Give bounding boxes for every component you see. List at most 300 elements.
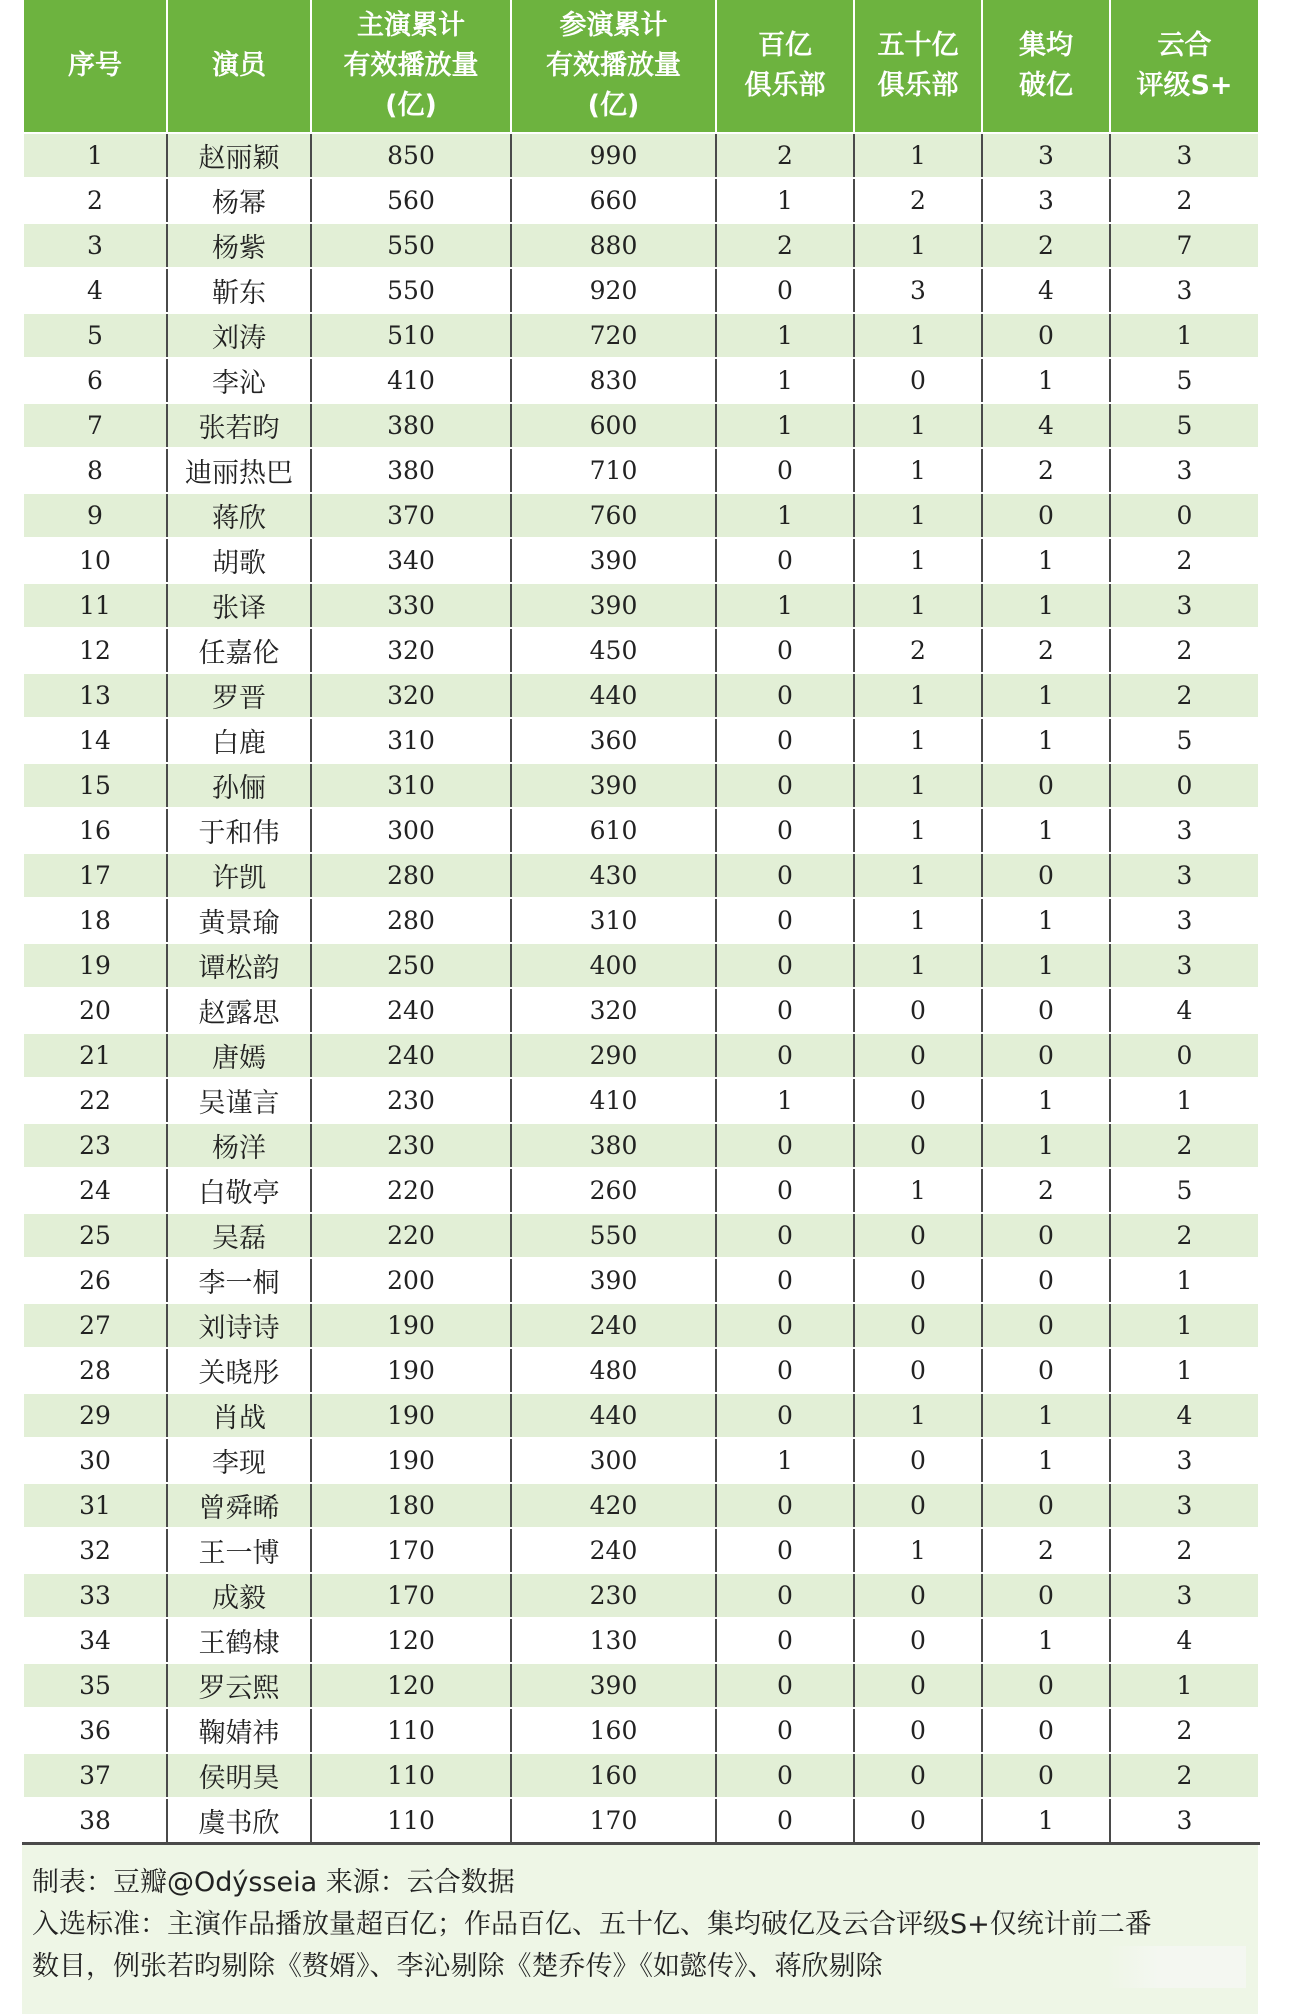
avg-over-100m-cell: 2 (982, 628, 1110, 673)
club-100b-cell: 0 (716, 1663, 854, 1708)
avg-over-100m-cell: 1 (982, 943, 1110, 988)
table-row (23, 628, 1259, 673)
cast-views-cell: 390 (511, 1258, 716, 1303)
cast-views-cell: 600 (511, 403, 716, 448)
club-50b-cell: 0 (854, 1303, 982, 1348)
rank-cell: 27 (23, 1303, 167, 1348)
s-plus-cell: 1 (1110, 313, 1259, 358)
header-100b-club (716, 0, 854, 133)
actor-name-cell: 吴谨言 (167, 1078, 311, 1123)
cast-views-cell: 310 (511, 898, 716, 943)
header-text: 参演累计 (559, 10, 668, 41)
club-100b-cell: 0 (716, 1123, 854, 1168)
lead-views-cell: 170 (311, 1528, 511, 1573)
club-100b-cell: 0 (716, 1303, 854, 1348)
table-row (23, 538, 1259, 583)
club-50b-cell: 1 (854, 403, 982, 448)
club-100b-cell: 1 (716, 583, 854, 628)
actor-name-cell: 杨洋 (167, 1123, 311, 1168)
header-text: 集均 (1019, 30, 1073, 61)
club-50b-cell: 1 (854, 583, 982, 628)
club-50b-cell: 0 (854, 1123, 982, 1168)
header-row (23, 0, 1259, 133)
s-plus-cell: 0 (1110, 763, 1259, 808)
table-row (23, 1618, 1259, 1663)
cast-views-cell: 160 (511, 1708, 716, 1753)
table-body (23, 133, 1259, 1844)
rank-cell: 23 (23, 1123, 167, 1168)
s-plus-cell: 3 (1110, 808, 1259, 853)
club-100b-cell: 0 (716, 1033, 854, 1078)
cast-views-cell: 390 (511, 538, 716, 583)
actor-name-cell: 曾舜晞 (167, 1483, 311, 1528)
table-row (23, 988, 1259, 1033)
rank-cell: 12 (23, 628, 167, 673)
cast-views-cell: 440 (511, 1393, 716, 1438)
lead-views-cell: 280 (311, 853, 511, 898)
rank-cell: 7 (23, 403, 167, 448)
actor-name-cell: 蒋欣 (167, 493, 311, 538)
table-row (23, 1663, 1259, 1708)
club-100b-cell: 1 (716, 403, 854, 448)
avg-over-100m-cell: 1 (982, 808, 1110, 853)
cast-views-cell: 880 (511, 223, 716, 268)
rank-cell: 28 (23, 1348, 167, 1393)
club-50b-cell: 2 (854, 178, 982, 223)
rank-cell: 32 (23, 1528, 167, 1573)
header-text: 俱乐部 (877, 70, 959, 101)
actor-name-cell: 胡歌 (167, 538, 311, 583)
header-text: 俱乐部 (744, 70, 826, 101)
rank-cell: 13 (23, 673, 167, 718)
lead-views-cell: 190 (311, 1348, 511, 1393)
table-row (23, 403, 1259, 448)
s-plus-cell: 3 (1110, 1483, 1259, 1528)
lead-views-cell: 110 (311, 1753, 511, 1798)
table-row (23, 358, 1259, 403)
table-row (23, 718, 1259, 763)
table-row (23, 1708, 1259, 1753)
header-text: (亿) (385, 90, 437, 121)
s-plus-cell: 4 (1110, 1618, 1259, 1663)
club-100b-cell: 1 (716, 313, 854, 358)
club-100b-cell: 1 (716, 1438, 854, 1483)
club-100b-cell: 0 (716, 448, 854, 493)
lead-views-cell: 380 (311, 403, 511, 448)
table-row (23, 1033, 1259, 1078)
ranking-table (22, 0, 1260, 1845)
s-plus-cell: 3 (1110, 1438, 1259, 1483)
header-50b-club (854, 0, 982, 133)
table-row (23, 1573, 1259, 1618)
club-100b-cell: 0 (716, 808, 854, 853)
club-50b-cell: 1 (854, 538, 982, 583)
lead-views-cell: 190 (311, 1393, 511, 1438)
club-50b-cell: 3 (854, 268, 982, 313)
club-100b-cell: 0 (716, 763, 854, 808)
club-50b-cell: 0 (854, 1663, 982, 1708)
actor-name-cell: 侯明昊 (167, 1753, 311, 1798)
club-50b-cell: 0 (854, 1213, 982, 1258)
club-50b-cell: 1 (854, 133, 982, 178)
rank-cell: 17 (23, 853, 167, 898)
avg-over-100m-cell: 2 (982, 223, 1110, 268)
cast-views-cell: 360 (511, 718, 716, 763)
header-text: 主演累计 (357, 10, 465, 41)
club-50b-cell: 1 (854, 313, 982, 358)
s-plus-cell: 3 (1110, 1798, 1259, 1844)
s-plus-cell: 1 (1110, 1303, 1259, 1348)
lead-views-cell: 230 (311, 1123, 511, 1168)
actor-name-cell: 李沁 (167, 358, 311, 403)
lead-views-cell: 120 (311, 1618, 511, 1663)
lead-views-cell: 230 (311, 1078, 511, 1123)
header-text: 有效播放量 (343, 50, 479, 81)
avg-over-100m-cell: 0 (982, 1213, 1110, 1258)
actor-name-cell: 任嘉伦 (167, 628, 311, 673)
club-100b-cell: 0 (716, 1708, 854, 1753)
table-row (23, 448, 1259, 493)
s-plus-cell: 5 (1110, 403, 1259, 448)
lead-views-cell: 190 (311, 1303, 511, 1348)
lead-views-cell: 550 (311, 223, 511, 268)
club-100b-cell: 0 (716, 1258, 854, 1303)
club-50b-cell: 1 (854, 763, 982, 808)
lead-views-cell: 330 (311, 583, 511, 628)
actor-name-cell: 赵露思 (167, 988, 311, 1033)
actor-name-cell: 王鹤棣 (167, 1618, 311, 1663)
club-50b-cell: 1 (854, 223, 982, 268)
s-plus-cell: 0 (1110, 493, 1259, 538)
avg-over-100m-cell: 1 (982, 1798, 1110, 1844)
rank-cell: 29 (23, 1393, 167, 1438)
cast-views-cell: 230 (511, 1573, 716, 1618)
actor-name-cell: 鞠婧祎 (167, 1708, 311, 1753)
table-row (23, 1348, 1259, 1393)
table-row (23, 943, 1259, 988)
header-text: 云合 (1157, 30, 1212, 61)
header-text: 评级S+ (1136, 70, 1233, 101)
lead-views-cell: 240 (311, 1033, 511, 1078)
s-plus-cell: 3 (1110, 898, 1259, 943)
s-plus-cell: 2 (1110, 673, 1259, 718)
rank-cell: 4 (23, 268, 167, 313)
header-yunhe-s-plus (1110, 0, 1259, 133)
s-plus-cell: 3 (1110, 1573, 1259, 1618)
header-text: (亿) (587, 90, 640, 121)
table-row (23, 493, 1259, 538)
lead-views-cell: 240 (311, 988, 511, 1033)
club-100b-cell: 0 (716, 1753, 854, 1798)
actor-name-cell: 张译 (167, 583, 311, 628)
table-row (23, 898, 1259, 943)
club-50b-cell: 0 (854, 1483, 982, 1528)
criteria-line: 入选标准：主演作品播放量超百亿；作品百亿、五十亿、集均破亿及云合评级S+仅统计前二番 (32, 1909, 1152, 1940)
avg-over-100m-cell: 0 (982, 1348, 1110, 1393)
avg-over-100m-cell: 0 (982, 1708, 1110, 1753)
avg-over-100m-cell: 0 (982, 1483, 1110, 1528)
avg-over-100m-cell: 0 (982, 853, 1110, 898)
actor-name-cell: 孙俪 (167, 763, 311, 808)
s-plus-cell: 4 (1110, 988, 1259, 1033)
club-50b-cell: 1 (854, 1528, 982, 1573)
avg-over-100m-cell: 4 (982, 403, 1110, 448)
actor-name-cell: 罗晋 (167, 673, 311, 718)
club-50b-cell: 2 (854, 628, 982, 673)
cast-views-cell: 390 (511, 583, 716, 628)
header-lead-views (311, 0, 511, 133)
actor-name-cell: 杨幂 (167, 178, 311, 223)
cast-views-cell: 240 (511, 1303, 716, 1348)
club-50b-cell: 0 (854, 1573, 982, 1618)
club-50b-cell: 0 (854, 1618, 982, 1663)
actor-name-cell: 吴磊 (167, 1213, 311, 1258)
table-row (23, 1438, 1259, 1483)
rank-cell: 36 (23, 1708, 167, 1753)
s-plus-cell: 2 (1110, 1528, 1259, 1573)
table-row (23, 1393, 1259, 1438)
club-100b-cell: 0 (716, 628, 854, 673)
header-actor (167, 0, 311, 133)
actor-name-cell: 于和伟 (167, 808, 311, 853)
s-plus-cell: 1 (1110, 1663, 1259, 1708)
club-100b-cell: 0 (716, 1573, 854, 1618)
club-50b-cell: 1 (854, 493, 982, 538)
actor-name-cell: 肖战 (167, 1393, 311, 1438)
avg-over-100m-cell: 1 (982, 538, 1110, 583)
club-100b-cell: 0 (716, 1168, 854, 1213)
lead-views-cell: 550 (311, 268, 511, 313)
avg-over-100m-cell: 4 (982, 268, 1110, 313)
lead-views-cell: 300 (311, 808, 511, 853)
header-text: 演员 (212, 50, 266, 81)
club-50b-cell: 1 (854, 1393, 982, 1438)
s-plus-cell: 5 (1110, 358, 1259, 403)
cast-views-cell: 390 (511, 1663, 716, 1708)
club-50b-cell: 0 (854, 1708, 982, 1753)
s-plus-cell: 1 (1110, 1078, 1259, 1123)
club-50b-cell: 0 (854, 1753, 982, 1798)
lead-views-cell: 250 (311, 943, 511, 988)
rank-cell: 2 (23, 178, 167, 223)
rank-cell: 33 (23, 1573, 167, 1618)
rank-cell: 20 (23, 988, 167, 1033)
club-50b-cell: 0 (854, 1033, 982, 1078)
avg-over-100m-cell: 1 (982, 1123, 1110, 1168)
lead-views-cell: 320 (311, 673, 511, 718)
s-plus-cell: 3 (1110, 853, 1259, 898)
club-100b-cell: 0 (716, 673, 854, 718)
avg-over-100m-cell: 0 (982, 1303, 1110, 1348)
cast-views-cell: 920 (511, 268, 716, 313)
lead-views-cell: 120 (311, 1663, 511, 1708)
actor-name-cell: 唐嫣 (167, 1033, 311, 1078)
rank-cell: 25 (23, 1213, 167, 1258)
avg-over-100m-cell: 0 (982, 1033, 1110, 1078)
avg-over-100m-cell: 0 (982, 1258, 1110, 1303)
table-row (23, 763, 1259, 808)
cast-views-cell: 660 (511, 178, 716, 223)
avg-over-100m-cell: 1 (982, 583, 1110, 628)
s-plus-cell: 2 (1110, 1213, 1259, 1258)
lead-views-cell: 370 (311, 493, 511, 538)
club-50b-cell: 1 (854, 673, 982, 718)
rank-cell: 19 (23, 943, 167, 988)
table-row (23, 1123, 1259, 1168)
club-100b-cell: 0 (716, 1348, 854, 1393)
rank-cell: 1 (23, 133, 167, 178)
lead-views-cell: 320 (311, 628, 511, 673)
avg-over-100m-cell: 0 (982, 1753, 1110, 1798)
rank-cell: 38 (23, 1798, 167, 1844)
rank-cell: 21 (23, 1033, 167, 1078)
credit-line: 制表：豆瓣@Odýsseia 来源：云合数据 (32, 1867, 515, 1898)
table-row (23, 1753, 1259, 1798)
s-plus-cell: 3 (1110, 133, 1259, 178)
club-50b-cell: 0 (854, 1078, 982, 1123)
s-plus-cell: 5 (1110, 718, 1259, 763)
avg-over-100m-cell: 0 (982, 1663, 1110, 1708)
cast-views-cell: 480 (511, 1348, 716, 1393)
club-50b-cell: 1 (854, 808, 982, 853)
actor-name-cell: 虞书欣 (167, 1798, 311, 1844)
avg-over-100m-cell: 0 (982, 1573, 1110, 1618)
table-row (23, 133, 1259, 178)
club-100b-cell: 1 (716, 358, 854, 403)
lead-views-cell: 310 (311, 718, 511, 763)
club-50b-cell: 1 (854, 898, 982, 943)
avg-over-100m-cell: 2 (982, 1168, 1110, 1213)
lead-views-cell: 410 (311, 358, 511, 403)
table-row (23, 808, 1259, 853)
lead-views-cell: 200 (311, 1258, 511, 1303)
lead-views-cell: 180 (311, 1483, 511, 1528)
rank-cell: 5 (23, 313, 167, 358)
club-50b-cell: 0 (854, 358, 982, 403)
avg-over-100m-cell: 3 (982, 133, 1110, 178)
actor-name-cell: 谭松韵 (167, 943, 311, 988)
cast-views-cell: 720 (511, 313, 716, 358)
cast-views-cell: 160 (511, 1753, 716, 1798)
actor-name-cell: 成毅 (167, 1573, 311, 1618)
cast-views-cell: 400 (511, 943, 716, 988)
avg-over-100m-cell: 1 (982, 358, 1110, 403)
s-plus-cell: 7 (1110, 223, 1259, 268)
table-row (23, 1798, 1259, 1844)
club-100b-cell: 0 (716, 988, 854, 1033)
s-plus-cell: 3 (1110, 268, 1259, 313)
avg-over-100m-cell: 0 (982, 493, 1110, 538)
club-50b-cell: 1 (854, 853, 982, 898)
club-50b-cell: 1 (854, 718, 982, 763)
cast-views-cell: 320 (511, 988, 716, 1033)
club-100b-cell: 0 (716, 538, 854, 583)
header-text: 序号 (68, 50, 122, 81)
club-100b-cell: 0 (716, 1393, 854, 1438)
cast-views-cell: 240 (511, 1528, 716, 1573)
header-avg-over-100m (982, 0, 1110, 133)
actor-name-cell: 刘涛 (167, 313, 311, 358)
table-row (23, 313, 1259, 358)
header-cast-views (511, 0, 716, 133)
avg-over-100m-cell: 0 (982, 988, 1110, 1033)
club-50b-cell: 1 (854, 943, 982, 988)
avg-over-100m-cell: 3 (982, 178, 1110, 223)
table-row (23, 1483, 1259, 1528)
table-row (23, 1078, 1259, 1123)
club-100b-cell: 1 (716, 1078, 854, 1123)
cast-views-cell: 130 (511, 1618, 716, 1663)
header-text: 有效播放量 (546, 50, 681, 81)
rank-cell: 9 (23, 493, 167, 538)
lead-views-cell: 220 (311, 1213, 511, 1258)
club-50b-cell: 1 (854, 448, 982, 493)
club-50b-cell: 1 (854, 1168, 982, 1213)
s-plus-cell: 3 (1110, 583, 1259, 628)
table-row (23, 673, 1259, 718)
rank-cell: 37 (23, 1753, 167, 1798)
lead-views-cell: 850 (311, 133, 511, 178)
lead-views-cell: 560 (311, 178, 511, 223)
header-text: 五十亿 (877, 30, 959, 61)
actor-name-cell: 靳东 (167, 268, 311, 313)
cast-views-cell: 430 (511, 853, 716, 898)
avg-over-100m-cell: 1 (982, 1078, 1110, 1123)
cast-views-cell: 450 (511, 628, 716, 673)
club-100b-cell: 0 (716, 898, 854, 943)
s-plus-cell: 2 (1110, 538, 1259, 583)
s-plus-cell: 4 (1110, 1393, 1259, 1438)
cast-views-cell: 260 (511, 1168, 716, 1213)
rank-cell: 30 (23, 1438, 167, 1483)
rank-cell: 16 (23, 808, 167, 853)
lead-views-cell: 310 (311, 763, 511, 808)
table-header (23, 0, 1259, 133)
s-plus-cell: 0 (1110, 1033, 1259, 1078)
actor-name-cell: 黄景瑜 (167, 898, 311, 943)
avg-over-100m-cell: 2 (982, 1528, 1110, 1573)
criteria-line-continued: 数目，例张若昀剔除《赘婿》、李沁剔除《楚乔传》《如懿传》、蒋欣剔除 (32, 1951, 883, 1982)
s-plus-cell: 1 (1110, 1348, 1259, 1393)
table-row (23, 853, 1259, 898)
cast-views-cell: 390 (511, 763, 716, 808)
actor-name-cell: 白敬亭 (167, 1168, 311, 1213)
rank-cell: 15 (23, 763, 167, 808)
rank-cell: 34 (23, 1618, 167, 1663)
rank-cell: 8 (23, 448, 167, 493)
s-plus-cell: 2 (1110, 1123, 1259, 1168)
lead-views-cell: 110 (311, 1798, 511, 1844)
actor-name-cell: 刘诗诗 (167, 1303, 311, 1348)
rank-cell: 14 (23, 718, 167, 763)
cast-views-cell: 990 (511, 133, 716, 178)
rank-cell: 18 (23, 898, 167, 943)
avg-over-100m-cell: 1 (982, 718, 1110, 763)
cast-views-cell: 300 (511, 1438, 716, 1483)
s-plus-cell: 2 (1110, 1708, 1259, 1753)
lead-views-cell: 110 (311, 1708, 511, 1753)
lead-views-cell: 280 (311, 898, 511, 943)
table-row (23, 1528, 1259, 1573)
club-50b-cell: 0 (854, 1798, 982, 1844)
rank-cell: 35 (23, 1663, 167, 1708)
avg-over-100m-cell: 1 (982, 898, 1110, 943)
cast-views-cell: 760 (511, 493, 716, 538)
actor-name-cell: 白鹿 (167, 718, 311, 763)
header-text: 破亿 (1019, 70, 1073, 101)
actor-name-cell: 张若昀 (167, 403, 311, 448)
s-plus-cell: 2 (1110, 178, 1259, 223)
